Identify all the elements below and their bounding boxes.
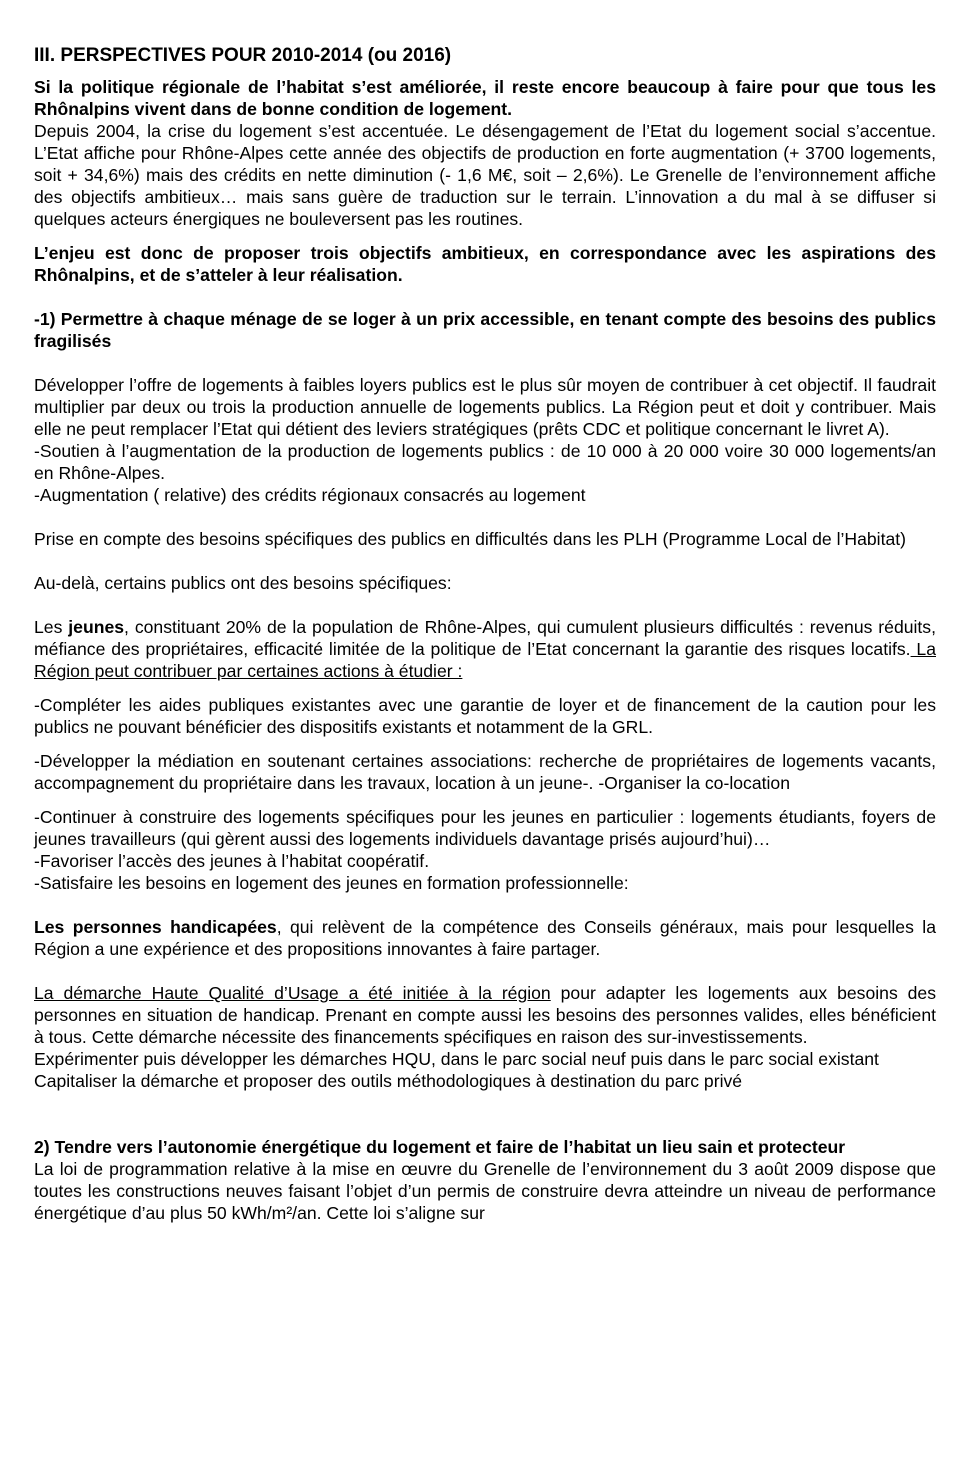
enjeu-paragraph: L’enjeu est donc de proposer trois objectifs ambitieux, en correspondance avec les aspirations des Rhônalpins, et de s’atteler à leur réalisation. (34, 243, 936, 285)
s1-paragraph-4: Prise en compte des besoins spécifiques des publics en difficultés dans les PLH (Programme Local de l’Habitat) (34, 529, 906, 549)
jeunes-underline: La Région peut contribuer par certaines actions à étudier : (34, 639, 936, 681)
jeunes-item-3: -Continuer à construire des logements spécifiques pour les jeunes en particulier : logements étudiants, foyers de jeunes travailleurs (qui gèrent aussi des logements individuels davantage prisés aujourd’hui)… (34, 807, 936, 849)
section2-heading: 2) Tendre vers l’autonomie énergétique du logement et faire de l’habitat un lieu sain et protecteur (34, 1137, 846, 1157)
jeunes-bold: jeunes (68, 617, 125, 637)
s1-paragraph-1: Développer l’offre de logements à faibles loyers publics est le plus sûr moyen de contribuer à cet objectif. Il faudrait multiplier par deux ou trois la production annuelle de logements publics. La Région peut et doit y contribuer. Mais elle ne peut remplacer l’Etat qui détient des leviers stratégiques (prêts CDC et politique concernant le livret A). (34, 375, 936, 439)
jeunes-text: , constituant 20% de la population de Rhône-Alpes, qui cumulent plusieurs difficultés : revenus réduits, méfiance des propriétaires, efficacité limitée de la politique de l’Etat concernant la garantie des risques locatifs. (34, 617, 936, 659)
intro-paragraph: Depuis 2004, la crise du logement s’est accentuée. Le désengagement de l’Etat du logement social s’accentue. L’Etat affiche pour Rhône-Alpes cette année des objectifs de production en forte augmentation (+ 3700 logements, soit + 34,6%) mais des crédits en nette diminution (- 1,6 M€, soit – 2,6%). Le Grenelle de l’environnement affiche des objectifs ambitieux… mais sans guère de traduction sur le terrain. L’innovation a du mal à se diffuser si quelques acteurs énergiques ne bouleversent pas les routines. (34, 121, 936, 229)
jeunes-item-4: -Favoriser l’accès des jeunes à l’habitat coopératif. (34, 851, 430, 871)
handicap-text: , qui relèvent de la compétence des Conseils généraux, mais pour lesquelles la Région a une expérience et des propositions innovantes à faire partager. (34, 917, 936, 959)
hqu-paragraph-3: Capitaliser la démarche et proposer des outils méthodologiques à destination du parc privé (34, 1071, 743, 1091)
section-title: III. PERSPECTIVES POUR 2010-2014 (ou 2016) (34, 45, 452, 66)
jeunes-item-1: -Compléter les aides publiques existantes avec une garantie de loyer et de financement de la caution pour les publics ne pouvant bénéficier des dispositifs existants et notamment de la GRL. (34, 695, 936, 737)
hqu-paragraph-2: Expérimenter puis développer les démarches HQU, dans le parc social neuf puis dans le parc social existant (34, 1049, 879, 1069)
jeunes-item-5: -Satisfaire les besoins en logement des jeunes en formation professionnelle: (34, 873, 629, 893)
hqu-text: pour adapter les logements aux besoins des personnes en situation de handicap. Prenant en compte aussi les besoins des personnes valides, elles bénéficient à tous. Cette démarche nécessite des financements spécifiques en raison des sur-investissements. (34, 983, 937, 1047)
intro-bold-paragraph: Si la politique régionale de l’habitat s’est améliorée, il reste encore beaucoup à faire pour que tous les Rhônalpins vivent dans de bonne condition de logement. (34, 77, 936, 119)
jeunes-prefix: Les (34, 617, 69, 637)
section1-heading: -1) Permettre à chaque ménage de se loger à un prix accessible, en tenant compte des besoins des publics fragilisés (34, 309, 936, 351)
s2-paragraph-1: La loi de programmation relative à la mise en œuvre du Grenelle de l’environnement du 3 août 2009 dispose que toutes les constructions neuves faisant l’objet d’un permis de construire devra atteindre un niveau de performance énergétique d’au plus 50 kWh/m²/an. Cette loi s’aligne sur (34, 1159, 936, 1223)
s1-paragraph-2: -Soutien à l’augmentation de la production de logements publics : de 10 000 à 20 000 voire 30 000 logements/an en Rhône-Alpes. (34, 441, 936, 483)
jeunes-item-2: -Développer la médiation en soutenant certaines associations: recherche de propriétaires de logements vacants, accompagnement du propriétaire dans les travaux, location à un jeune-. -Organiser la co-location (34, 751, 936, 793)
hqu-underline: La démarche Haute Qualité d’Usage a été initiée à la région (34, 983, 551, 1003)
handicap-paragraph (34, 916, 936, 960)
s1-paragraph-5: Au-delà, certains publics ont des besoins spécifiques: (34, 573, 452, 593)
hqu-paragraph (34, 982, 936, 1048)
handicap-bold: Les personnes handicapées (34, 917, 277, 937)
jeunes-paragraph (34, 616, 936, 682)
s1-paragraph-3: -Augmentation ( relative) des crédits régionaux consacrés au logement (34, 485, 586, 505)
